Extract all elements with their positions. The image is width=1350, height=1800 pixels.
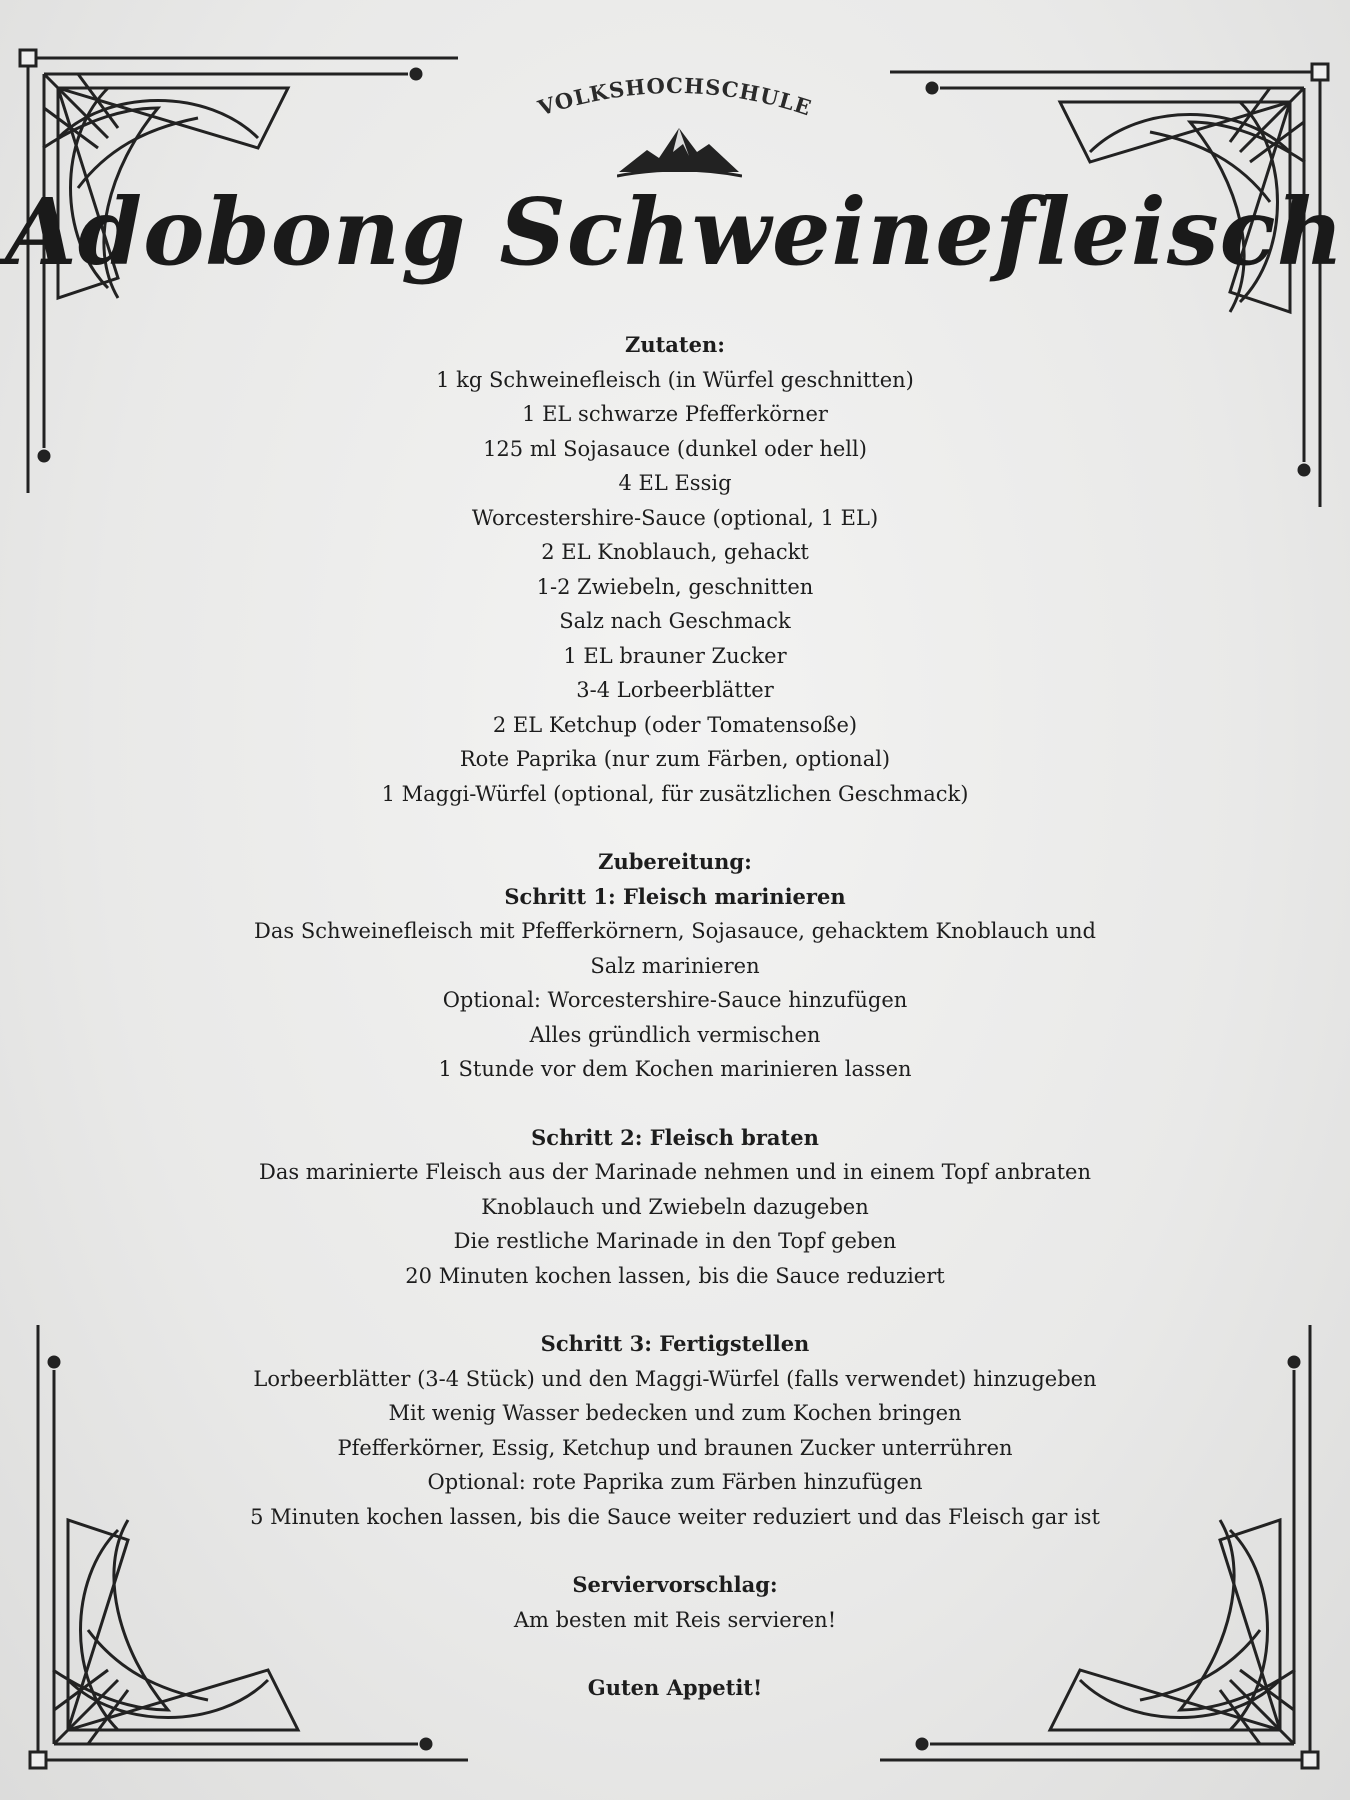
list-item: Rote Paprika (nur zum Färben, optional) bbox=[459, 747, 891, 771]
list-item: 125 ml Sojasauce (dunkel oder hell) bbox=[483, 436, 867, 461]
step-line: Salz marinieren bbox=[590, 953, 760, 978]
list-item: 2 EL Knoblauch, gehackt bbox=[541, 540, 809, 564]
step-3-title: Schritt 3: Fertigstellen bbox=[540, 1331, 810, 1356]
step-line: Optional: rote Paprika zum Färben hinzufügen bbox=[427, 1470, 923, 1494]
step-line: Alles gründlich vermischen bbox=[529, 1022, 821, 1047]
preparation-heading: Zubereitung: bbox=[598, 849, 752, 874]
serving-heading: Serviervorschlag: bbox=[572, 1572, 778, 1597]
recipe-body bbox=[200, 328, 1150, 1706]
step-line: Optional: Worcestershire-Sauce hinzufügen bbox=[442, 988, 908, 1012]
ingredients-list bbox=[200, 363, 1150, 812]
step-line: Lorbeerblätter (3-4 Stück) und den Maggi-Würfel (falls verwendet) hinzugeben bbox=[253, 1366, 1097, 1391]
list-item: 1 kg Schweinefleisch (in Würfel geschnitten) bbox=[436, 367, 914, 392]
closing-text: Guten Appetit! bbox=[587, 1675, 763, 1700]
step-line: Das marinierte Fleisch aus der Marinade nehmen und in einem Topf anbraten bbox=[258, 1160, 1091, 1184]
list-item: 1 EL schwarze Pfefferkörner bbox=[522, 402, 828, 426]
step-2-title: Schritt 2: Fleisch braten bbox=[531, 1124, 819, 1150]
list-item: 1 Maggi-Würfel (optional, für zusätzlichen Geschmack) bbox=[381, 781, 969, 806]
step-line: Mit wenig Wasser bedecken und zum Kochen bringen bbox=[388, 1401, 962, 1425]
mountain-logo-icon bbox=[617, 122, 742, 180]
step-line: Knoblauch und Zwiebeln dazugeben bbox=[481, 1194, 869, 1219]
list-item: 1 EL brauner Zucker bbox=[563, 643, 787, 668]
list-item: 4 EL Essig bbox=[618, 471, 732, 495]
step-line: Die restliche Marinade in den Topf geben bbox=[453, 1229, 897, 1253]
step-line: 5 Minuten kochen lassen, bis die Sauce weiter reduziert und das Fleisch gar ist bbox=[250, 1504, 1100, 1529]
list-item: 3-4 Lorbeerblätter bbox=[576, 678, 774, 702]
step-line: Pfefferkörner, Essig, Ketchup und braunen Zucker unterrühren bbox=[337, 1435, 1013, 1460]
list-item: 2 EL Ketchup (oder Tomatensoße) bbox=[492, 712, 858, 737]
step-1-title: Schritt 1: Fleisch marinieren bbox=[504, 883, 846, 909]
step-line: Das Schweinefleisch mit Pfefferkörnern, Sojasauce, gehacktem Knoblauch und bbox=[254, 919, 1096, 943]
page-title: Adobong Schweinefleisch bbox=[5, 178, 1345, 286]
list-item: 1-2 Zwiebeln, geschnitten bbox=[536, 574, 814, 599]
serving-text: Am besten mit Reis servieren! bbox=[513, 1607, 837, 1632]
step-line: 20 Minuten kochen lassen, bis die Sauce reduziert bbox=[405, 1263, 945, 1288]
ingredients-heading: Zutaten: bbox=[625, 332, 725, 357]
list-item: Worcestershire-Sauce (optional, 1 EL) bbox=[471, 505, 879, 530]
list-item: Salz nach Geschmack bbox=[559, 609, 791, 633]
school-name bbox=[525, 58, 825, 128]
step-line: 1 Stunde vor dem Kochen marinieren lassen bbox=[438, 1057, 912, 1081]
svg-text:VOLKSHOCHSCHULE: VOLKSHOCHSCHULE bbox=[535, 72, 815, 121]
